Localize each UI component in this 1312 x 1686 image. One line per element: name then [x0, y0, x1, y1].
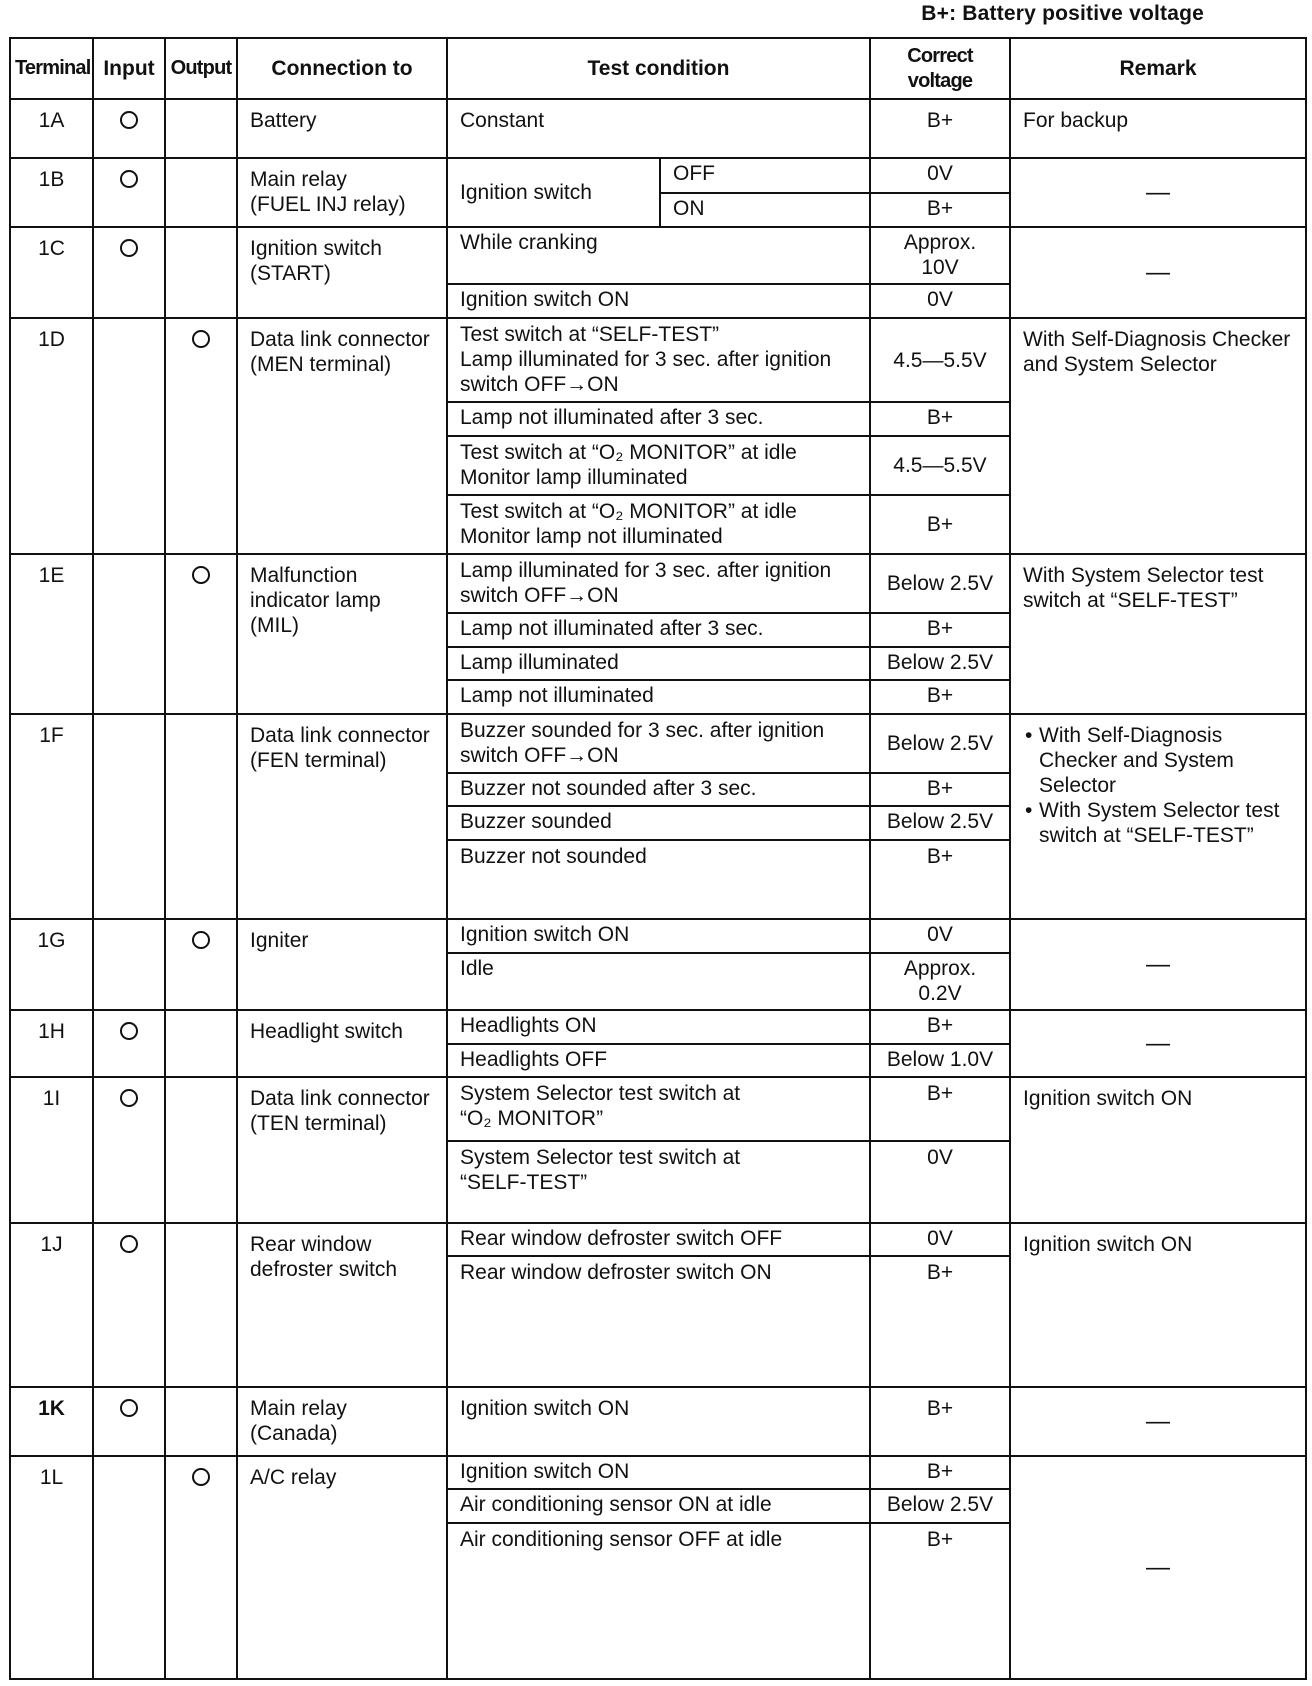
input-cell [93, 158, 165, 227]
connection-cell: Data link connector (TEN terminal) [237, 1077, 447, 1223]
circle-mark-icon [192, 1468, 210, 1486]
connection-cell: Rear window defroster switch [237, 1223, 447, 1387]
remark-cell: — [1010, 1010, 1306, 1077]
input-cell [93, 318, 165, 554]
remark-cell: — [1010, 1387, 1306, 1456]
connection-cell: Battery [237, 99, 447, 158]
condition-cell: System Selector test switch at “O₂ MONITOR” [447, 1077, 870, 1141]
voltage-cell: 4.5—5.5V [870, 318, 1010, 402]
condition-cell: Constant [447, 99, 870, 158]
condition-cell: Ignition switch ON [447, 1456, 870, 1490]
output-cell [165, 318, 237, 554]
condition-cell: Idle [447, 953, 870, 1010]
terminal-cell: 1E [10, 554, 93, 714]
remark-list [1023, 723, 1293, 848]
voltage-cell: Below 2.5V [870, 806, 1010, 840]
header-output: Output [165, 38, 237, 99]
header-terminal: Terminal [10, 38, 93, 99]
condition-cell: Test switch at “SELF-TEST” Lamp illuminated for 3 sec. after ignition switch OFF→ON [447, 318, 870, 402]
condition-cell: Buzzer not sounded after 3 sec. [447, 773, 870, 807]
connection-cell: A/C relay [237, 1456, 447, 1679]
remark-cell: — [1010, 1456, 1306, 1679]
condition-cell: Headlights OFF [447, 1044, 870, 1078]
terminal-cell: 1D [10, 318, 93, 554]
connection-cell: Ignition switch (START) [237, 227, 447, 318]
voltage-cell: B+ [870, 1077, 1010, 1141]
connection-cell: Malfunction indicator lamp (MIL) [237, 554, 447, 714]
voltage-cell: 0V [870, 284, 1010, 318]
table-row [10, 554, 1306, 613]
output-cell [165, 99, 237, 158]
voltage-cell: B+ [870, 1456, 1010, 1490]
terminal-cell: 1A [10, 99, 93, 158]
condition-cell: Test switch at “O₂ MONITOR” at idle Monitor lamp illuminated [447, 436, 870, 495]
header-row [10, 38, 1306, 99]
remark-cell: For backup [1010, 99, 1306, 158]
legend-note: B+: Battery positive voltage [921, 2, 1204, 25]
header-input: Input [93, 38, 165, 99]
voltage-cell: B+ [870, 1256, 1010, 1386]
header-connection: Connection to [237, 38, 447, 99]
remark-cell: Ignition switch ON [1010, 1223, 1306, 1387]
input-cell [93, 1387, 165, 1456]
voltage-cell: Below 2.5V [870, 554, 1010, 613]
table-row [10, 158, 1306, 193]
voltage-cell: B+ [870, 680, 1010, 714]
table-row [10, 919, 1306, 953]
condition-cell: Lamp not illuminated after 3 sec. [447, 402, 870, 436]
voltage-cell: Below 2.5V [870, 1489, 1010, 1523]
circle-mark-icon [120, 111, 138, 129]
output-cell [165, 1223, 237, 1387]
voltage-cell: B+ [870, 99, 1010, 158]
voltage-cell: Below 2.5V [870, 647, 1010, 681]
voltage-cell: 0V [870, 158, 1010, 193]
condition-subcell: OFF [660, 158, 870, 193]
remark-cell: — [1010, 227, 1306, 318]
remark-cell: — [1010, 919, 1306, 1010]
terminal-cell: 1K [10, 1387, 93, 1456]
remark-cell: Ignition switch ON [1010, 1077, 1306, 1223]
voltage-cell: B+ [870, 495, 1010, 554]
condition-cell: Ignition switch ON [447, 284, 870, 318]
terminal-cell: 1H [10, 1010, 93, 1077]
terminal-cell: 1C [10, 227, 93, 318]
input-cell [93, 919, 165, 1010]
connection-cell: Data link connector (FEN terminal) [237, 714, 447, 920]
header-test-condition: Test condition [447, 38, 870, 99]
voltage-cell: B+ [870, 613, 1010, 647]
condition-subcell: ON [660, 193, 870, 228]
connection-cell: Main relay (FUEL INJ relay) [237, 158, 447, 227]
voltage-cell: Approx. 10V [870, 227, 1010, 284]
condition-cell: Buzzer not sounded [447, 840, 870, 919]
condition-cell: Rear window defroster switch ON [447, 1256, 870, 1386]
remark-item: • With Self-Diagnosis Checker and System Selector [1039, 723, 1293, 798]
terminal-cell: 1G [10, 919, 93, 1010]
remark-cell: — [1010, 158, 1306, 227]
circle-mark-icon [120, 1399, 138, 1417]
input-cell [93, 227, 165, 318]
connection-cell: Data link connector (MEN terminal) [237, 318, 447, 554]
input-cell [93, 1456, 165, 1679]
condition-cell: Headlights ON [447, 1010, 870, 1044]
circle-mark-icon [120, 1235, 138, 1253]
voltage-cell: B+ [870, 773, 1010, 807]
condition-cell: While cranking [447, 227, 870, 284]
input-cell [93, 1010, 165, 1077]
output-cell [165, 158, 237, 227]
voltage-cell: B+ [870, 840, 1010, 919]
table-row [10, 1456, 1306, 1490]
voltage-cell: 0V [870, 1223, 1010, 1257]
voltage-cell: Approx. 0.2V [870, 953, 1010, 1010]
output-cell [165, 1456, 237, 1679]
input-cell [93, 1077, 165, 1223]
table-row [10, 99, 1306, 158]
table-row [10, 227, 1306, 284]
table-row [10, 1010, 1306, 1044]
condition-cell: Air conditioning sensor ON at idle [447, 1489, 870, 1523]
header-remark: Remark [1010, 38, 1306, 99]
condition-cell: Buzzer sounded [447, 806, 870, 840]
table-row [10, 1223, 1306, 1257]
remark-cell [1010, 714, 1306, 920]
voltage-cell: B+ [870, 193, 1010, 228]
circle-mark-icon [120, 239, 138, 257]
output-cell [165, 714, 237, 920]
input-cell [93, 1223, 165, 1387]
output-cell [165, 1010, 237, 1077]
terminal-cell: 1I [10, 1077, 93, 1223]
terminal-voltage-table [9, 37, 1307, 1680]
circle-mark-icon [120, 1089, 138, 1107]
connection-cell: Headlight switch [237, 1010, 447, 1077]
input-cell [93, 554, 165, 714]
input-cell [93, 99, 165, 158]
output-cell [165, 227, 237, 318]
circle-mark-icon [120, 1022, 138, 1040]
voltage-cell: 4.5—5.5V [870, 436, 1010, 495]
condition-cell: Lamp illuminated [447, 647, 870, 681]
output-cell [165, 1077, 237, 1223]
condition-cell: System Selector test switch at “SELF-TEST” [447, 1141, 870, 1222]
voltage-cell: B+ [870, 1010, 1010, 1044]
header-correct-voltage: Correct voltage [870, 38, 1010, 99]
voltage-cell: 0V [870, 919, 1010, 953]
voltage-cell: Below 1.0V [870, 1044, 1010, 1078]
voltage-cell: 0V [870, 1141, 1010, 1222]
remark-cell: With System Selector test switch at “SELF-TEST” [1010, 554, 1306, 714]
condition-cell: Lamp not illuminated after 3 sec. [447, 613, 870, 647]
output-cell [165, 1387, 237, 1456]
terminal-cell: 1B [10, 158, 93, 227]
condition-cell: Ignition switch ON [447, 1387, 870, 1456]
table-row [10, 1387, 1306, 1456]
condition-cell: Ignition switch [447, 158, 660, 227]
circle-mark-icon [120, 170, 138, 188]
input-cell [93, 714, 165, 920]
connection-cell: Main relay (Canada) [237, 1387, 447, 1456]
condition-cell: Lamp not illuminated [447, 680, 870, 714]
voltage-cell: B+ [870, 1523, 1010, 1679]
table-row [10, 714, 1306, 773]
connection-cell: Igniter [237, 919, 447, 1010]
condition-cell: Rear window defroster switch OFF [447, 1223, 870, 1257]
output-cell [165, 919, 237, 1010]
circle-mark-icon [192, 931, 210, 949]
terminal-cell: 1L [10, 1456, 93, 1679]
terminal-cell: 1F [10, 714, 93, 920]
terminal-cell: 1J [10, 1223, 93, 1387]
condition-cell: Test switch at “O₂ MONITOR” at idle Monitor lamp not illuminated [447, 495, 870, 554]
condition-cell: Buzzer sounded for 3 sec. after ignition switch OFF→ON [447, 714, 870, 773]
circle-mark-icon [192, 566, 210, 584]
voltage-cell: B+ [870, 1387, 1010, 1456]
remark-cell: With Self-Diagnosis Checker and System Selector [1010, 318, 1306, 554]
remark-item: • With System Selector test switch at “SELF-TEST” [1039, 798, 1293, 848]
output-cell [165, 554, 237, 714]
table-row [10, 1077, 1306, 1141]
condition-cell: Ignition switch ON [447, 919, 870, 953]
condition-cell: Lamp illuminated for 3 sec. after ignition switch OFF→ON [447, 554, 870, 613]
voltage-cell: Below 2.5V [870, 714, 1010, 773]
voltage-cell: B+ [870, 402, 1010, 436]
table-row [10, 318, 1306, 402]
condition-cell: Air conditioning sensor OFF at idle [447, 1523, 870, 1679]
circle-mark-icon [192, 330, 210, 348]
